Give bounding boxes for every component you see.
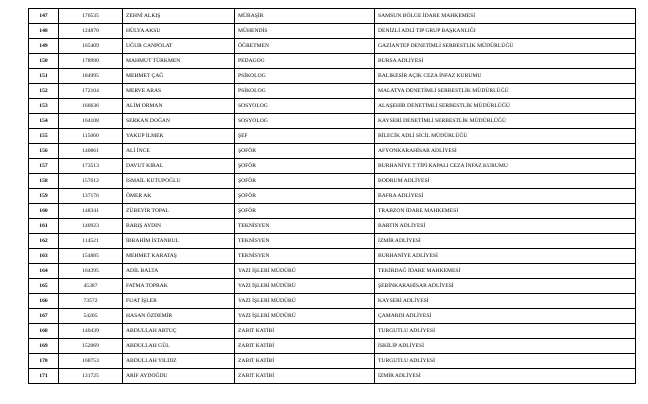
cell-unvan: MÜHENDİS [235,24,375,39]
cell-unvan: YAZI İŞLERİ MÜDÜRÜ [235,279,375,294]
cell-birim: TEKİRDAĞ İDARE MAHKEMESİ [375,264,636,279]
table-row [29,324,636,339]
cell-ad: ABDULLAH YILDIZ [123,354,235,369]
cell-unvan: ŞOFÖR [235,204,375,219]
cell-no: 170 [29,354,59,369]
cell-unvan: TEKNİSYEN [235,234,375,249]
cell-ad: DAVUT KIRAL [123,159,235,174]
table-row [29,309,636,324]
cell-no: 147 [29,9,59,24]
cell-ad: YAKUP İLMEK [123,129,235,144]
cell-sicil: 168753 [59,354,123,369]
cell-sicil: 157612 [59,174,123,189]
cell-birim: TURGUTLU ADLİYESİ [375,354,636,369]
cell-unvan: MÜBAŞİR [235,9,375,24]
cell-sicil: 152069 [59,339,123,354]
cell-sicil: 170535 [59,9,123,24]
table-row [29,369,636,384]
cell-birim: BARTIN ADLİYESİ [375,219,636,234]
cell-birim: ALAŞEHİR DENETİMLİ SERBESTLİK MÜDÜRLÜĞÜ [375,99,636,114]
cell-unvan: ŞEF [235,129,375,144]
cell-ad: FATMA TOPRAK [123,279,235,294]
cell-birim: BAFRA ADLİYESİ [375,189,636,204]
cell-sicil: 148341 [59,204,123,219]
cell-birim: DENİZLİ ADLİ TIP GRUP BAŞKANLIĞI [375,24,636,39]
table-row [29,159,636,174]
cell-ad: MEHMET KARATAŞ [123,249,235,264]
cell-unvan: TEKNİSYEN [235,219,375,234]
cell-sicil: 124870 [59,24,123,39]
cell-birim: KAYSERİ DENETİMLİ SERBESTLİK MÜDÜRLÜĞÜ [375,114,636,129]
table-row [29,9,636,24]
cell-sicil: 178990 [59,54,123,69]
cell-unvan: ÖĞRETMEN [235,39,375,54]
cell-birim: İSKİLİP ADLİYESİ [375,339,636,354]
table-row [29,24,636,39]
cell-ad: ÖMER AK [123,189,235,204]
cell-unvan: ZABIT KATİBİ [235,354,375,369]
cell-sicil: 54205 [59,309,123,324]
cell-sicil: 140439 [59,324,123,339]
cell-unvan: ŞOFÖR [235,174,375,189]
cell-unvan: YAZI İŞLERİ MÜDÜRÜ [235,294,375,309]
cell-sicil: 45387 [59,279,123,294]
cell-ad: ALİM ORMAN [123,99,235,114]
cell-no: 158 [29,174,59,189]
table-row [29,354,636,369]
cell-sicil: 140923 [59,219,123,234]
document-page [28,8,636,384]
cell-ad: FUAT İŞLER [123,294,235,309]
cell-sicil: 164108 [59,114,123,129]
cell-no: 148 [29,24,59,39]
table-row [29,204,636,219]
cell-ad: MERVE ARAS [123,84,235,99]
table-row [29,294,636,309]
cell-sicil: 73572 [59,294,123,309]
cell-ad: ABDULLAH GÜL [123,339,235,354]
cell-no: 164 [29,264,59,279]
cell-birim: TURGUTLU ADLİYESİ [375,324,636,339]
table-row [29,69,636,84]
table-row [29,99,636,114]
table-row [29,234,636,249]
cell-birim: SAMSUN BÖLGE İDARE MAHKEMESİ [375,9,636,24]
cell-ad: İSMAİL KUTUPOĞLU [123,174,235,189]
cell-no: 161 [29,219,59,234]
cell-unvan: ZABIT KATİBİ [235,369,375,384]
table-row [29,39,636,54]
cell-birim: KAYSERİ ADLİYESİ [375,294,636,309]
cell-ad: MEHMET ÇAĞ [123,69,235,84]
cell-sicil: 115060 [59,129,123,144]
cell-ad: HASAN ÖZDEMİR [123,309,235,324]
cell-no: 156 [29,144,59,159]
cell-ad: BARIŞ AYDIN [123,219,235,234]
cell-ad: UĞUR CANPOLAT [123,39,235,54]
cell-birim: GAZİANTEP DENETİMLİ SERBESTLİK MÜDÜRLÜĞÜ [375,39,636,54]
table-row [29,279,636,294]
cell-birim: ŞEBİNKARAHİSAR ADLİYESİ [375,279,636,294]
cell-sicil: 137176 [59,189,123,204]
cell-unvan: SOSYOLOG [235,99,375,114]
cell-no: 154 [29,114,59,129]
cell-no: 155 [29,129,59,144]
cell-birim: İZMİR ADLİYESİ [375,369,636,384]
table-body [29,9,636,384]
table-row [29,189,636,204]
cell-no: 150 [29,54,59,69]
cell-sicil: 164395 [59,264,123,279]
cell-ad: ZEHNİ ALKIŞ [123,9,235,24]
cell-ad: HÜLYA AKSU [123,24,235,39]
cell-sicil: 154885 [59,249,123,264]
cell-birim: TRABZON İDARE MAHKEMESİ [375,204,636,219]
cell-sicil: 165409 [59,39,123,54]
cell-sicil: 173513 [59,159,123,174]
cell-no: 167 [29,309,59,324]
cell-birim: BALIKESİR AÇIK CEZA İNFAZ KURUMU [375,69,636,84]
cell-unvan: PSİKOLOG [235,84,375,99]
cell-sicil: 131725 [59,369,123,384]
cell-birim: BURHANİYE ADLİYESİ [375,249,636,264]
cell-no: 169 [29,339,59,354]
cell-ad: ZÜBEYİR TOPAL [123,204,235,219]
cell-ad: SERKAN DOĞAN [123,114,235,129]
cell-unvan: ŞOFÖR [235,189,375,204]
cell-no: 163 [29,249,59,264]
cell-no: 159 [29,189,59,204]
cell-no: 157 [29,159,59,174]
table-row [29,129,636,144]
cell-birim: BODRUM ADLİYESİ [375,174,636,189]
table-row [29,339,636,354]
cell-birim: ÇAMARDI ADLİYESİ [375,309,636,324]
cell-no: 152 [29,84,59,99]
table-row [29,84,636,99]
cell-birim: AFYONKARAHİSAR ADLİYESİ [375,144,636,159]
table-row [29,174,636,189]
cell-ad: İBRAHİM İSTANBUL [123,234,235,249]
cell-no: 171 [29,369,59,384]
cell-ad: ADİL BALTA [123,264,235,279]
cell-unvan: ZABIT KATİBİ [235,324,375,339]
cell-unvan: ŞOFÖR [235,159,375,174]
cell-birim: MALATYA DENETİMLİ SERBESTLİK MÜDÜRLÜĞÜ [375,84,636,99]
cell-unvan: SOSYOLOG [235,114,375,129]
cell-unvan: ŞOFÖR [235,144,375,159]
cell-sicil: 166636 [59,99,123,114]
cell-sicil: 172104 [59,84,123,99]
cell-ad: MAHMUT TÜRKMEN [123,54,235,69]
cell-sicil: 114521 [59,234,123,249]
cell-birim: BİLECİK ADLİ SİCİL MÜDÜRLÜĞÜ [375,129,636,144]
table-row [29,54,636,69]
cell-ad: ALİ İNCE [123,144,235,159]
table-row [29,219,636,234]
cell-no: 151 [29,69,59,84]
cell-birim: İZMİR ADLİYESİ [375,234,636,249]
cell-unvan: TEKNİSYEN [235,249,375,264]
cell-sicil: 184995 [59,69,123,84]
cell-no: 166 [29,294,59,309]
cell-unvan: ZABIT KATİBİ [235,339,375,354]
cell-birim: BURSA ADLİYESİ [375,54,636,69]
cell-no: 168 [29,324,59,339]
table-row [29,264,636,279]
personnel-table [28,8,636,384]
cell-sicil: 140861 [59,144,123,159]
cell-no: 165 [29,279,59,294]
table-row [29,144,636,159]
cell-unvan: YAZI İŞLERİ MÜDÜRÜ [235,264,375,279]
cell-unvan: PEDAGOG [235,54,375,69]
table-row [29,249,636,264]
cell-no: 162 [29,234,59,249]
cell-ad: ABDULLAH ARTUÇ [123,324,235,339]
cell-no: 149 [29,39,59,54]
cell-ad: ARİF AYDOĞDU [123,369,235,384]
cell-birim: BURHANİYE T TİPİ KAPALI CEZA İNFAZ KURUMU [375,159,636,174]
cell-unvan: YAZI İŞLERİ MÜDÜRÜ [235,309,375,324]
table-row [29,114,636,129]
cell-unvan: PSİKOLOG [235,69,375,84]
cell-no: 153 [29,99,59,114]
cell-no: 160 [29,204,59,219]
